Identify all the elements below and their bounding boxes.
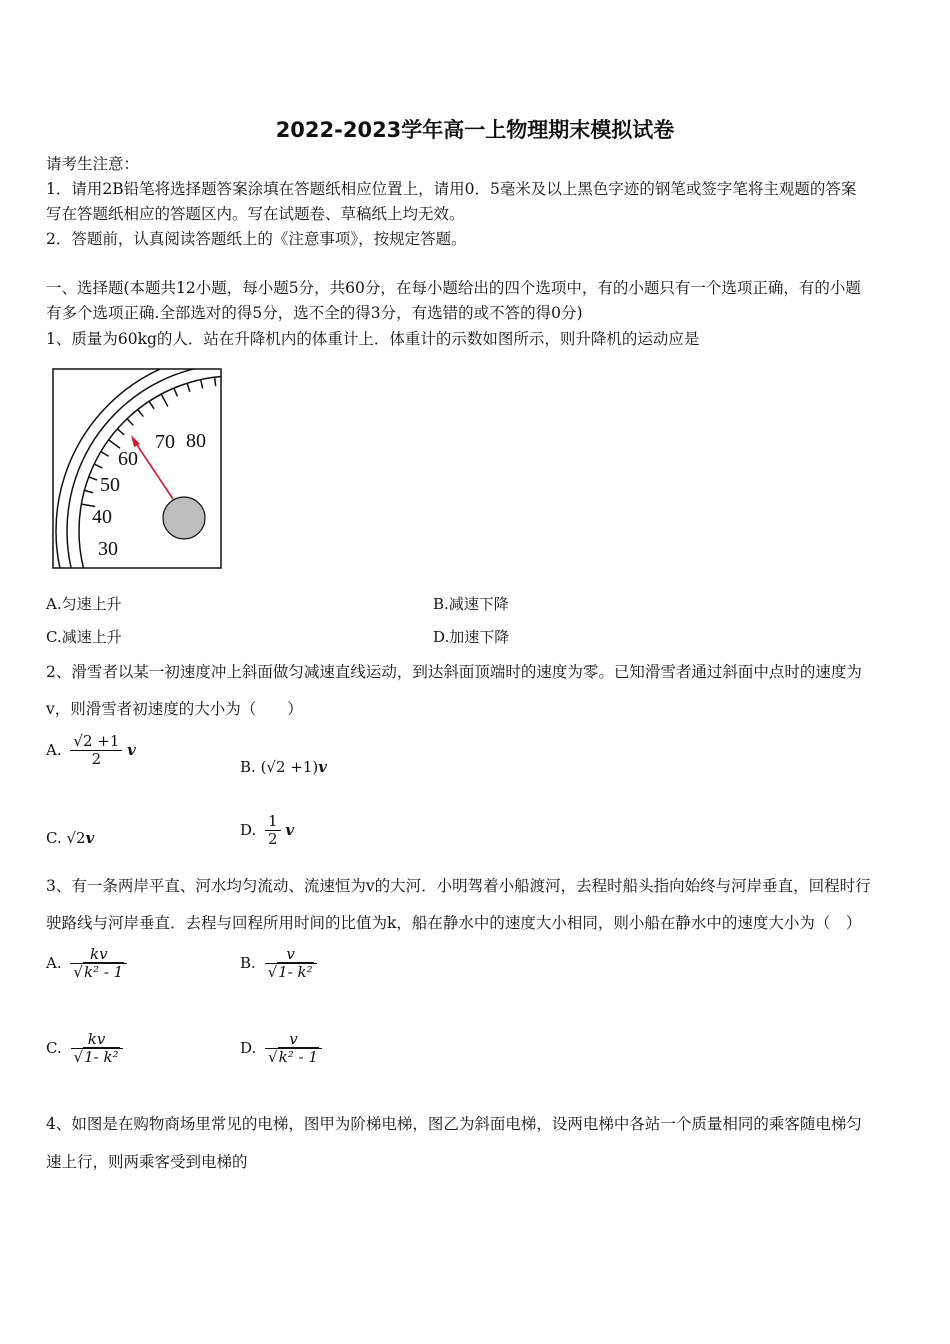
q2-stem-line-1: 2、滑雪者以某一初速度冲上斜面做匀减速直线运动，到达斜面顶端时的速度为零。已知滑雪者通过斜面中点时的速度为 xyxy=(46,663,862,681)
scale-label-50: 50 xyxy=(100,474,120,496)
q2-b-expression: (√2 +1) xyxy=(260,758,319,776)
q3-a-denominator: k² - 1 xyxy=(83,963,124,982)
q3-a-numerator: kv xyxy=(70,946,127,964)
notice-heading: 请考生注意： xyxy=(46,155,140,173)
q3-b-denominator: 1- k² xyxy=(278,963,313,982)
q3-c-denominator: 1- k² xyxy=(84,1048,119,1067)
scale-figure xyxy=(52,368,224,571)
q2-a-variable: v xyxy=(127,740,136,759)
q3-d-label: D. xyxy=(240,1038,257,1057)
q1-option-b[interactable]: B.减速下降 xyxy=(433,595,509,613)
q2-a-denominator: 2 xyxy=(91,750,102,769)
q1-option-a[interactable]: A.匀速上升 xyxy=(46,595,122,613)
notice-line-2: 2．答题前，认真阅读答题纸上的《注意事项》，按规定答题。 xyxy=(46,230,467,248)
q4-stem-line-2: 速上行，则两乘客受到电梯的 xyxy=(46,1153,248,1171)
q3-option-b[interactable]: B. $\frac{v}{\text{√1- k²}}$ xyxy=(240,946,317,982)
q3-c-label: C. xyxy=(46,1038,62,1057)
q2-d-numerator: 1 xyxy=(265,813,281,831)
q3-option-d[interactable]: D. $\frac{v}{\text{√k² - 1}}$ xyxy=(240,1031,322,1067)
q1-stem: 1、质量为60kg的人．站在升降机内的体重计上．体重计的示数如图所示，则升降机的运动应是 xyxy=(46,330,700,348)
q2-option-a[interactable] xyxy=(46,733,136,769)
q3-d-denominator: k² - 1 xyxy=(278,1048,318,1067)
q2-a-label: A. xyxy=(46,740,62,759)
notice-line-1b: 写在答题纸相应的答题区内。写在试题卷、草稿纸上均无效。 xyxy=(46,205,465,223)
scale-hub xyxy=(163,497,205,539)
q3-option-c[interactable]: C. $\frac{kv}{\text{√1- k²}}$ xyxy=(46,1031,123,1067)
q2-option-c[interactable] xyxy=(46,829,94,847)
q2-d-denominator: 2 xyxy=(268,830,278,849)
q3-stem-line-1: 3、有一条两岸平直、河水均匀流动、流速恒为v的大河．小明驾着小船渡河，去程时船头指向始终与河岸垂直，回程时行 xyxy=(46,877,871,895)
q2-stem-line-2: v，则滑雪者初速度的大小为（ ） xyxy=(46,700,303,718)
q2-b-variable: v xyxy=(318,758,327,776)
q3-option-a[interactable]: A. $\frac{kv}{\text{√k² - 1}}$ xyxy=(46,946,127,982)
q2-option-d[interactable] xyxy=(240,813,294,849)
notice-line-1a: 1．请用2B铅笔将选择题答案涂填在答题纸相应位置上，请用0．5毫米及以上黑色字迹的钢笔或签字笔将主观题的答案 xyxy=(46,180,857,198)
q2-d-label: D. xyxy=(240,820,257,839)
scale-label-70: 70 xyxy=(155,431,175,453)
q3-c-numerator: kv xyxy=(71,1031,123,1049)
section-heading-line-1: 一、选择题(本题共12小题，每小题5分，共60分，在每小题给出的四个选项中，有的小题只有一个选项正确，有的小题 xyxy=(46,279,861,297)
q2-option-b[interactable] xyxy=(240,758,327,776)
q3-b-label: B. xyxy=(240,953,256,972)
q1-option-c[interactable]: C.减速上升 xyxy=(46,628,122,646)
q2-d-variable: v xyxy=(285,820,295,839)
q2-c-label: C. xyxy=(46,829,62,847)
q2-c-expression: √2 xyxy=(66,829,86,847)
scale-label-80: 80 xyxy=(186,430,206,452)
section-heading-line-2: 有多个选项正确.全部选对的得5分，选不全的得3分，有选错的或不答的得0分) xyxy=(46,304,583,322)
q2-b-label: B. xyxy=(240,758,256,776)
q2-a-numerator: √2 +1 xyxy=(70,733,122,751)
q3-stem-line-2: 驶路线与河岸垂直．去程与回程所用时间的比值为k，船在静水中的速度大小相同，则小船在静水中的速度大小为（ ） xyxy=(46,914,862,932)
scale-label-60: 60 xyxy=(118,448,138,470)
q2-c-variable: v xyxy=(85,829,95,847)
q3-b-numerator: v xyxy=(265,946,317,964)
q3-d-numerator: v xyxy=(265,1031,322,1049)
scale-label-30: 30 xyxy=(98,538,118,560)
page-title: 2022-2023学年高一上物理期末模拟试卷 xyxy=(275,118,675,142)
q3-a-label: A. xyxy=(46,953,62,972)
scale-label-40: 40 xyxy=(92,506,112,528)
q1-option-d[interactable]: D.加速下降 xyxy=(433,628,510,646)
q4-stem-line-1: 4、如图是在购物商场里常见的电梯，图甲为阶梯电梯，图乙为斜面电梯，设两电梯中各站一个质量相同的乘客随电梯匀 xyxy=(46,1115,862,1133)
